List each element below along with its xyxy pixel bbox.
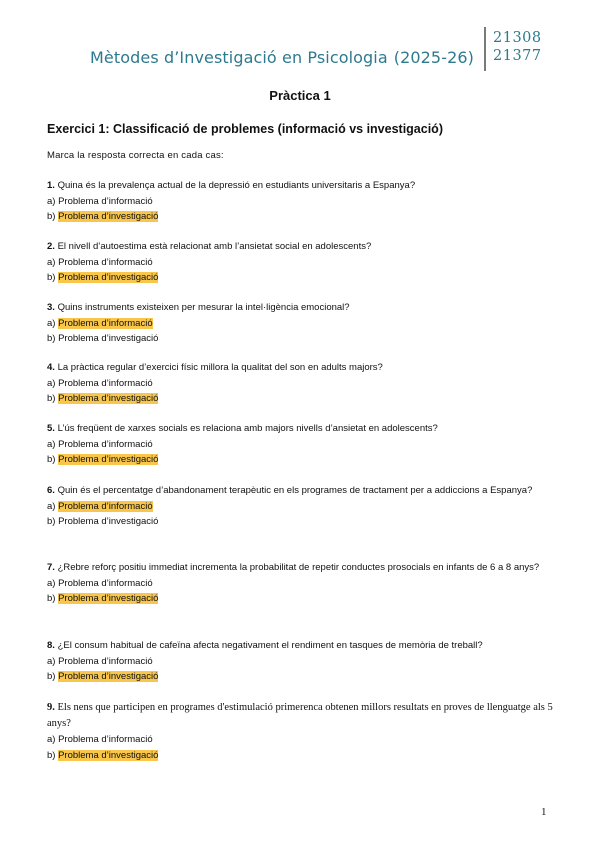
highlighted-answer: Problema d’informació [58,317,153,329]
option-a: a) Problema d’informació [47,734,153,745]
highlighted-answer: Problema d’investigació [58,593,159,605]
course-codes [493,29,542,65]
question-7 [47,560,553,607]
highlighted-answer: Problema d’investigació [58,393,159,405]
option-b: b) Problema d’investigació [47,749,159,761]
option-a: a) Problema d’informació [47,438,153,450]
option-a: a) Problema d’informació [47,577,153,589]
question-4 [47,360,553,407]
page-number: 1 [541,806,547,818]
highlighted-answer: Problema d’investigació [58,671,159,683]
option-a: a) Problema d’informació [47,195,153,207]
option-a: a) Problema d’informació [47,317,153,329]
question-text: 3. Quins instruments existeixen per mesurar la intel·ligència emocional? [47,302,350,313]
question-text: 2. El nivell d’autoestima està relacionat amb l’ansietat social en adolescents? [47,241,372,252]
question-3 [47,300,553,347]
highlighted-answer: Problema d’investigació [58,454,159,466]
question-text: 4. La pràctica regular d’exercici físic millora la qualitat del son en adults majors? [47,362,383,373]
question-text: 6. Quin és el percentatge d’abandonament terapèutic en els programes de tractament per a addiccions a Espanya? [47,485,533,496]
question-9 [47,700,553,763]
question-1 [47,178,553,225]
course-title [0,48,474,67]
option-b: b) Problema d’investigació [47,272,159,284]
instruction-text: Marca la resposta correcta en cada cas: [47,150,224,161]
option-b: b) Problema d’investigació [47,333,159,345]
option-b: b) Problema d’investigació [47,393,159,405]
option-b: b) Problema d’investigació [47,516,159,528]
option-b: b) Problema d’investigació [47,454,159,466]
option-b: b) Problema d’investigació [47,671,159,683]
option-b: b) Problema d’investigació [47,211,159,223]
question-text: 5. L’ús freqüent de xarxes socials es relaciona amb majors nivells d’ansietat en adolescents? [47,423,438,434]
option-a: a) Problema d’informació [47,655,153,667]
exercise-title: Exercici 1: Classificació de problemes (informació vs investigació) [47,122,443,136]
question-text: 7. ¿Rebre reforç positiu immediat incrementa la probabilitat de repetir conductes prosocials en infants de 6 a 8 anys? [47,562,540,573]
question-2 [47,239,553,286]
course-code: 21308 [493,30,542,46]
question-text: 9. Els nens que participen en programes d'estimulació primerenca obtenen millors resultats en proves de llenguatge als 5 anys? [47,702,553,729]
question-8 [47,638,553,685]
option-a: a) Problema d’informació [47,500,153,512]
highlighted-answer: Problema d’investigació [58,272,159,284]
highlighted-answer: Problema d’investigació [58,211,159,223]
question-6 [47,483,553,530]
option-a: a) Problema d’informació [47,377,153,389]
option-b: b) Problema d’investigació [47,593,159,605]
header-divider [484,27,486,71]
question-text: 1. Quina és la prevalença actual de la depressió en estudiants universitaris a Espanya? [47,180,416,191]
course-name: Mètodes d’Investigació en Psicologia [90,48,388,67]
question-text: 8. ¿El consum habitual de cafeïna afecta negativament el rendiment en tasques de memòria de treball? [47,640,483,651]
option-a: a) Problema d’informació [47,256,153,268]
course-code: 21377 [493,48,542,64]
question-5 [47,421,553,468]
highlighted-answer: Problema d’informació [58,500,153,512]
highlighted-answer: Problema d’investigació [58,749,159,761]
course-year: (2025-26) [393,48,474,67]
practice-title: Pràctica 1 [269,88,331,103]
